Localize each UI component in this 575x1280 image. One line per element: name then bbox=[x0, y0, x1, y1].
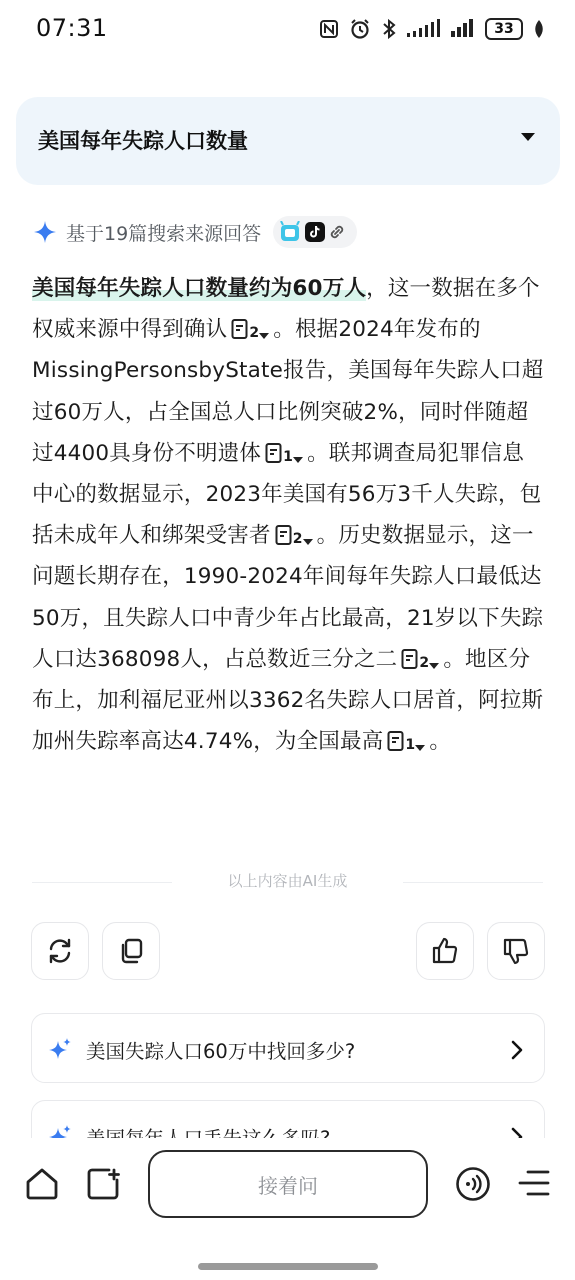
citation-count: 1 bbox=[283, 448, 294, 465]
status-icons bbox=[319, 18, 545, 40]
ask-input[interactable] bbox=[148, 1150, 428, 1218]
battery-level: 33 bbox=[494, 21, 514, 37]
caret-down-icon bbox=[293, 456, 303, 464]
answer-part: ，这一数据在多个权威来源中得到确认 bbox=[32, 276, 540, 343]
citation-icon bbox=[231, 318, 249, 340]
citation-count: 2 bbox=[249, 325, 260, 342]
ai-generated-note: 以上内容由AI生成 bbox=[227, 872, 348, 890]
copy-icon bbox=[117, 937, 145, 965]
status-bar bbox=[0, 0, 575, 60]
sources-row[interactable] bbox=[34, 214, 357, 250]
alarm-icon bbox=[349, 18, 371, 40]
caret-down-icon bbox=[259, 332, 269, 340]
citation-icon bbox=[387, 730, 405, 752]
citation-icon bbox=[401, 648, 419, 670]
answer-part: 。根据2024年发布的MissingPersonsbyState报告，美国每年失踪人口超过60万人，占全国总人口比例突破2%，同时伴随超过4400具身份不明遗体 bbox=[32, 317, 544, 466]
citation-button[interactable] bbox=[387, 730, 425, 752]
status-time: 07:31 bbox=[36, 14, 108, 42]
caret-down-icon[interactable] bbox=[520, 131, 536, 143]
answer-part: 。地区分布上，加利福尼亚州以3362名失踪人口居首，阿拉斯加州失踪率高达4.74%，为全国最高 bbox=[32, 646, 544, 755]
citation-icon bbox=[265, 442, 283, 464]
citation-button[interactable] bbox=[265, 442, 303, 464]
sources-label: 基于19篇搜索来源回答 bbox=[66, 222, 262, 245]
leaf-icon bbox=[533, 19, 545, 39]
bottom-bar bbox=[0, 1138, 575, 1280]
signal-icon bbox=[451, 19, 475, 39]
thumbs-up-icon bbox=[430, 936, 460, 966]
caret-down-icon bbox=[303, 538, 313, 546]
thumbs-down-icon bbox=[501, 936, 531, 966]
answer-text bbox=[32, 268, 544, 762]
app-icon bbox=[279, 221, 303, 243]
home-indicator bbox=[198, 1263, 378, 1270]
chevron-right-icon bbox=[510, 1040, 524, 1060]
answer-part: 。 bbox=[429, 729, 452, 755]
tiktok-icon bbox=[305, 222, 325, 242]
regenerate-button[interactable] bbox=[31, 922, 89, 980]
answer-highlight: 美国每年失踪人口数量约为60万人 bbox=[32, 276, 367, 301]
citation-button[interactable] bbox=[275, 524, 313, 546]
query-text: 美国每年失踪人口数量 bbox=[38, 129, 248, 153]
sparkle-icon bbox=[48, 1038, 72, 1062]
caret-down-icon bbox=[415, 744, 425, 752]
suggestion-item[interactable] bbox=[31, 1013, 545, 1083]
nfc-icon bbox=[319, 19, 339, 39]
citation-count: 1 bbox=[405, 737, 416, 754]
voice-icon[interactable] bbox=[455, 1166, 491, 1202]
citation-count: 2 bbox=[419, 654, 430, 671]
query-dropdown[interactable] bbox=[16, 97, 560, 185]
sources-pill[interactable] bbox=[273, 216, 357, 248]
battery-icon bbox=[485, 18, 523, 40]
dislike-button[interactable] bbox=[487, 922, 545, 980]
signal-icon bbox=[407, 19, 441, 39]
link-icon bbox=[327, 222, 347, 242]
citation-button[interactable] bbox=[231, 318, 269, 340]
menu-icon[interactable] bbox=[516, 1166, 550, 1200]
bluetooth-icon bbox=[381, 18, 397, 40]
refresh-icon bbox=[46, 937, 74, 965]
answer-part: 。联邦调查局犯罪信息中心的数据显示，2023年美国有56万3千人失踪，包括未成年人和绑架受害者 bbox=[32, 440, 542, 549]
like-button[interactable] bbox=[416, 922, 474, 980]
new-chat-icon[interactable] bbox=[85, 1166, 121, 1202]
answer-part: 。历史数据显示，这一问题长期存在，1990-2024年间每年失踪人口最低达50万，且失踪人口中青少年占比最高，21岁以下失踪人口达368098人，占总数近三分之二 bbox=[32, 523, 544, 672]
caret-down-icon bbox=[429, 662, 439, 670]
citation-icon bbox=[275, 524, 293, 546]
home-icon[interactable] bbox=[24, 1166, 60, 1202]
ask-placeholder: 接着问 bbox=[258, 1173, 318, 1198]
sparkle-icon bbox=[34, 221, 56, 243]
citation-count: 2 bbox=[292, 531, 303, 548]
suggestion-text: 美国失踪人口60万中找回多少? bbox=[86, 1040, 356, 1063]
citation-button[interactable] bbox=[401, 648, 439, 670]
copy-button[interactable] bbox=[102, 922, 160, 980]
